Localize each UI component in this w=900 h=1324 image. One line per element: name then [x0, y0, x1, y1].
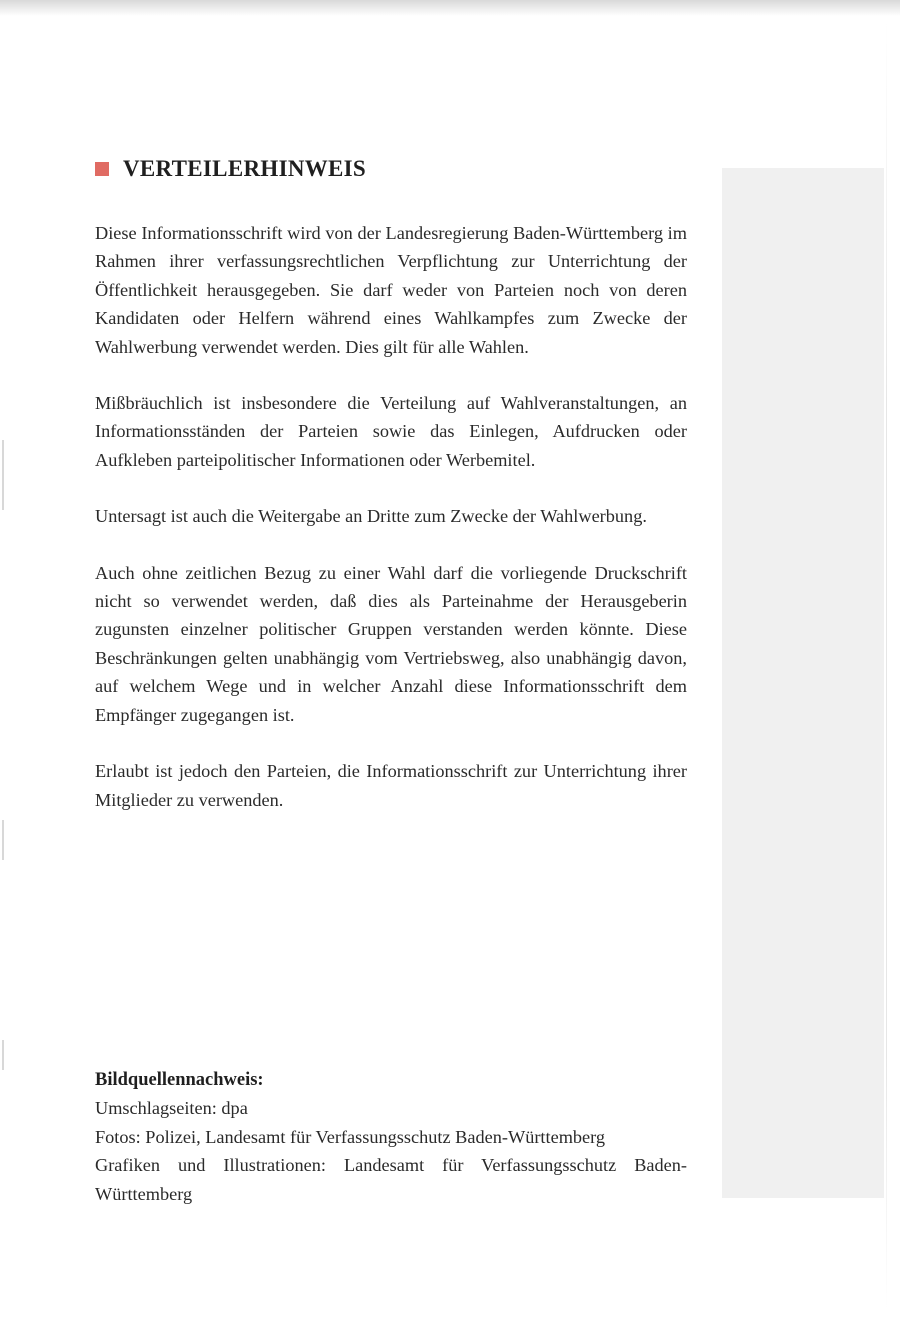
credit-line: Grafiken und Illustrationen: Landesamt für Verfassungsschutz Baden-Württemberg — [95, 1155, 687, 1204]
paragraph: Diese Informationsschrift wird von der Landesregierung Baden-Württemberg im Rahmen ihrer verfassungsrechtlichen Verpflichtung zur Unterrichtung der Öffentlichkeit herausgegeben. Sie darf weder von Parteien noch von deren Kandidaten oder Helfern während eines Wahlkampfes zum Zwecke der Wahlwerbung verwendet werden. Dies gilt für alle Wahlen. — [95, 223, 687, 357]
page-left-edge-mark — [2, 1040, 4, 1070]
page-left-edge-mark — [2, 820, 4, 860]
heading-marker-icon — [95, 162, 109, 176]
side-panel — [722, 168, 884, 1198]
paragraph: Erlaubt ist jedoch den Parteien, die Informationsschrift zur Unterrichtung ihrer Mitglieder zu verwenden. — [95, 761, 687, 810]
main-content — [95, 156, 687, 842]
credit-line: Fotos: Polizei, Landesamt für Verfassungsschutz Baden-Württemberg — [95, 1126, 606, 1147]
image-credits — [95, 1066, 687, 1208]
paragraph: Mißbräuchlich ist insbesondere die Verteilung auf Wahlveranstaltungen, an Informationsständen der Parteien sowie das Einlegen, Aufdrucken oder Aufkleben parteipolitischer Informationen oder Werbemitel. — [95, 393, 687, 470]
paragraph: Auch ohne zeitlichen Bezug zu einer Wahl darf die vorliegende Druckschrift nicht so verwendet werden, daß dies als Parteinahme der Herausgeberin zugunsten einzelner politischer Gruppen verstanden werden könnte. Diese Beschränkungen gelten unabhängig vom Vertriebsweg, also unabhängig davon, auf welchem Wege und in welcher Anzahl diese Informationsschrift dem Empfänger zugegangen ist. — [95, 562, 687, 725]
page-left-edge-mark — [2, 440, 4, 510]
section-title: VERTEILERHINWEIS — [123, 156, 367, 181]
section-heading — [95, 156, 687, 182]
page-right-edge — [886, 20, 887, 1310]
credits-title: Bildquellennachweis: — [95, 1070, 264, 1090]
page-top-edge — [0, 0, 900, 16]
credit-line: Umschlagseiten: dpa — [95, 1098, 248, 1119]
paragraph: Untersagt ist auch die Weitergabe an Dritte zum Zwecke der Wahlwerbung. — [95, 506, 647, 527]
